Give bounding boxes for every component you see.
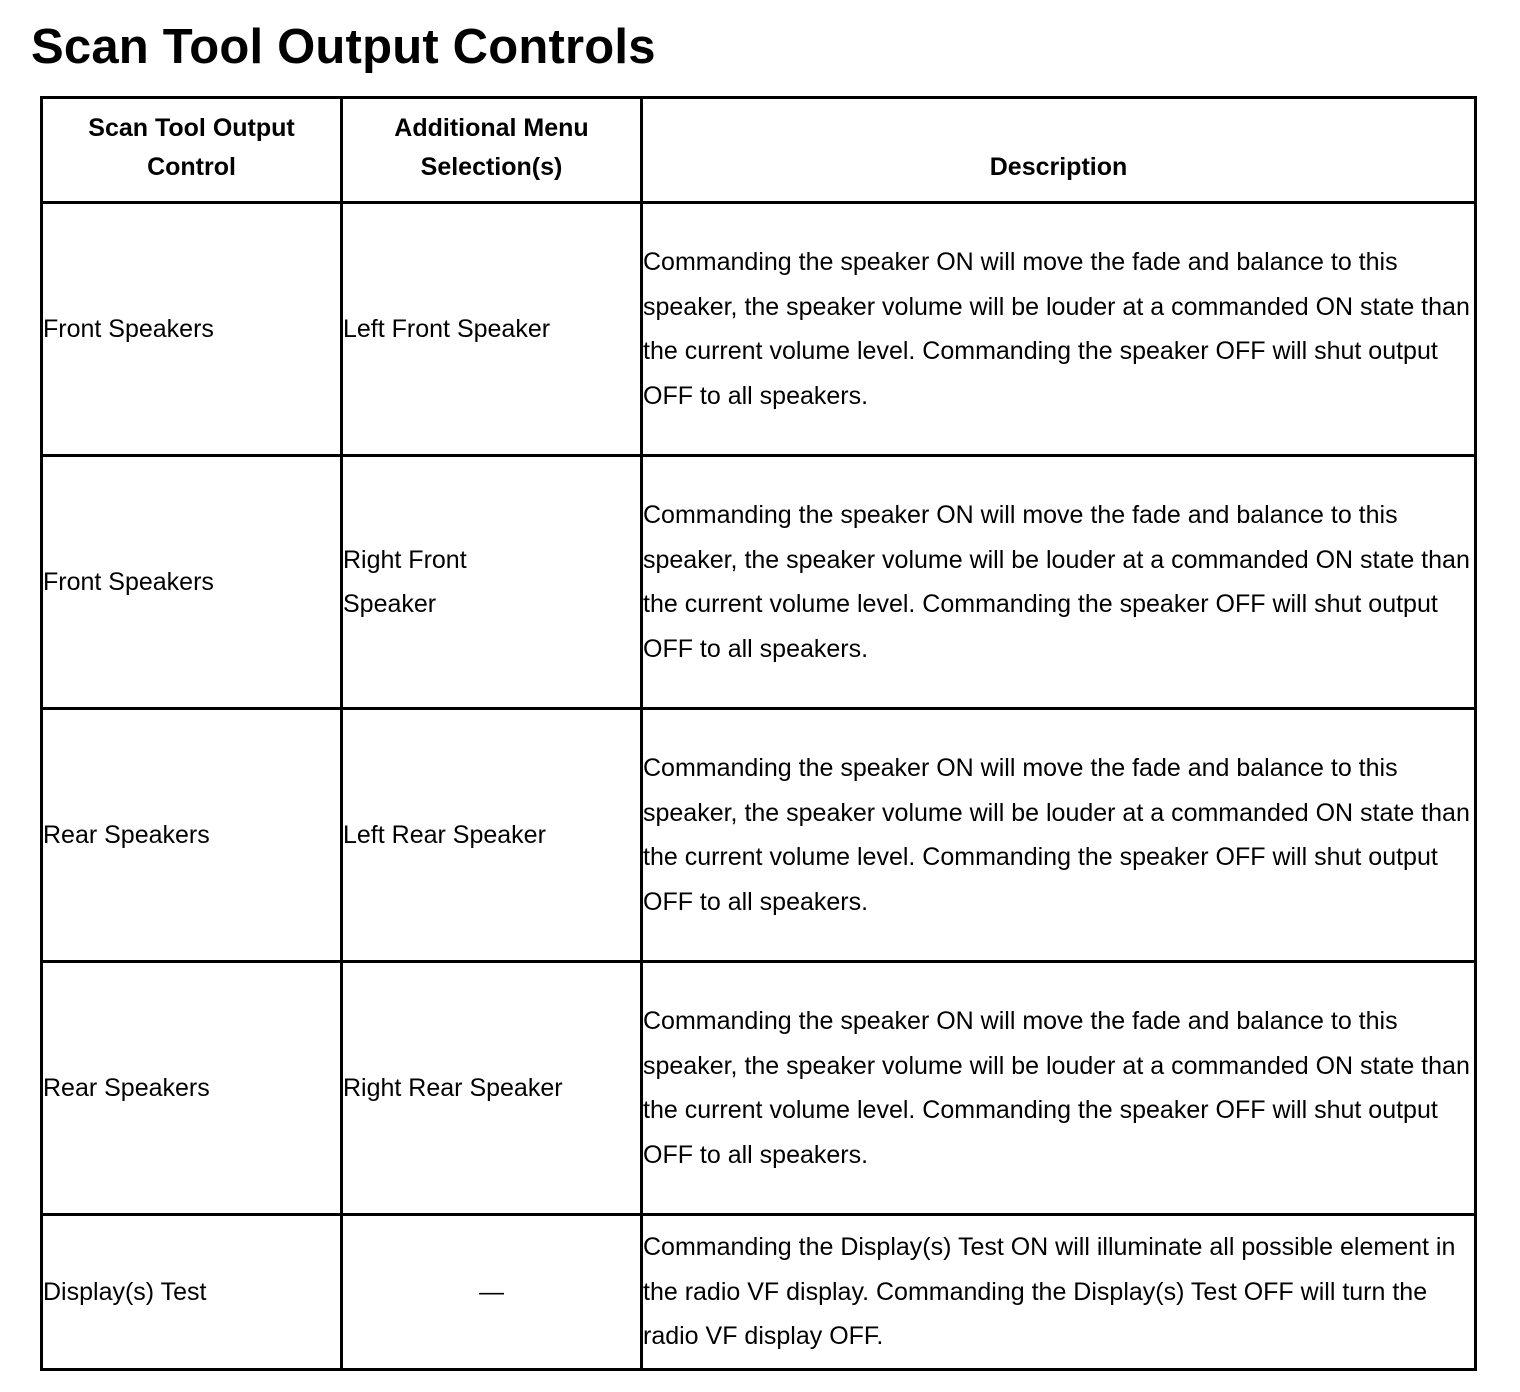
- page-title: Scan Tool Output Controls: [31, 20, 656, 74]
- cell-output-control: Rear Speakers: [42, 962, 342, 1215]
- cell-menu-selection: Right Rear Speaker: [342, 962, 642, 1215]
- table-row: [42, 1215, 1476, 1370]
- cell-description: Commanding the Display(s) Test ON will illuminate all possible element in the radio VF display. Commanding the Display(s) Test OFF will turn the radio VF display OFF.: [642, 1215, 1476, 1370]
- header-additional-menu-selections: Additional Menu Selection(s): [342, 98, 642, 203]
- header-description: Description: [642, 98, 1476, 203]
- table-row: [42, 203, 1476, 456]
- cell-menu-selection: Left Front Speaker: [342, 203, 642, 456]
- header-scan-tool-output-control: Scan Tool Output Control: [42, 98, 342, 203]
- table-row: [42, 962, 1476, 1215]
- table-row: [42, 709, 1476, 962]
- table-header-row: [42, 98, 1476, 203]
- cell-output-control: Front Speakers: [42, 203, 342, 456]
- cell-output-control: Front Speakers: [42, 456, 342, 709]
- cell-menu-selection: Right Front Speaker: [342, 456, 642, 709]
- cell-output-control: Rear Speakers: [42, 709, 342, 962]
- cell-output-control: Display(s) Test: [42, 1215, 342, 1370]
- cell-description: Commanding the speaker ON will move the fade and balance to this speaker, the speaker volume will be louder at a commanded ON state than the current volume level. Commanding the speaker OFF will shut output OFF to all speakers.: [642, 962, 1476, 1215]
- cell-description: Commanding the speaker ON will move the fade and balance to this speaker, the speaker volume will be louder at a commanded ON state than the current volume level. Commanding the speaker OFF will shut output OFF to all speakers.: [642, 709, 1476, 962]
- cell-description: Commanding the speaker ON will move the fade and balance to this speaker, the speaker volume will be louder at a commanded ON state than the current volume level. Commanding the speaker OFF will shut output OFF to all speakers.: [642, 203, 1476, 456]
- cell-description: Commanding the speaker ON will move the fade and balance to this speaker, the speaker volume will be louder at a commanded ON state than the current volume level. Commanding the speaker OFF will shut output OFF to all speakers.: [642, 456, 1476, 709]
- output-controls-table: [40, 96, 1477, 1371]
- cell-menu-selection: Left Rear Speaker: [342, 709, 642, 962]
- table-row: [42, 456, 1476, 709]
- cell-menu-selection: —: [342, 1215, 642, 1370]
